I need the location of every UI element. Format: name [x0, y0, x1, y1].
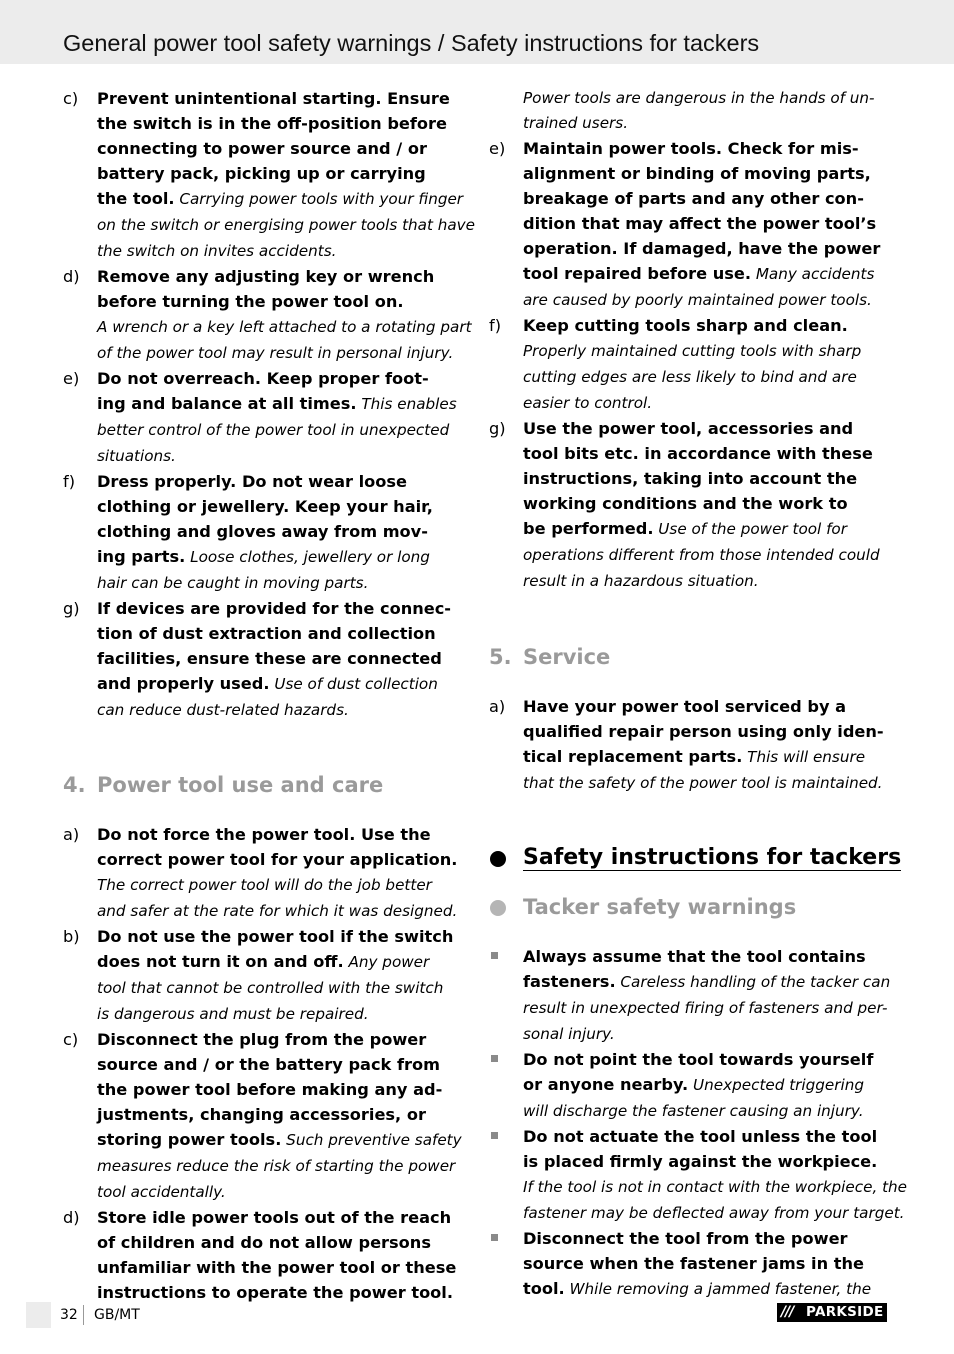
text-line [523, 441, 891, 466]
bold-text: Do not actuate the tool unless the tool [523, 1127, 878, 1146]
italic-text: hair can be caught in moving parts. [97, 574, 369, 592]
black-dot-icon [490, 851, 506, 867]
text-line [97, 212, 476, 238]
text-line [97, 872, 465, 898]
bold-text: ing parts. [97, 547, 186, 566]
bold-text: qualified repair person using only iden- [523, 722, 884, 741]
italic-text: tool that cannot be controlled with the switch [97, 979, 444, 997]
italic-text: will discharge the fastener causing an injury. [523, 1102, 864, 1120]
bold-text: source and / or the battery pack from [97, 1055, 440, 1074]
italic-text: better control of the power tool in unexpected [97, 421, 450, 439]
bold-text: instructions, taking into account the [523, 469, 858, 488]
square-bullet-icon [491, 952, 498, 959]
item-label: a) [489, 697, 506, 716]
page-header [0, 0, 954, 64]
bold-text: of children and do not allow persons [97, 1233, 431, 1252]
item-label: c) [63, 89, 79, 108]
bold-text: tool. [523, 1279, 565, 1298]
text-line [97, 1077, 465, 1102]
bold-text: tical replacement parts. [523, 747, 743, 766]
continuation-text [489, 86, 891, 136]
text-line [97, 646, 465, 671]
continuation-line: Power tools are dangerous in the hands of un- [523, 89, 875, 107]
bold-text: the power tool before making any ad- [97, 1080, 443, 1099]
italic-text: operations different from those intended could [523, 546, 880, 564]
item-label: b) [63, 927, 80, 946]
text-line [97, 1001, 465, 1027]
italic-text: tool accidentally. [97, 1183, 226, 1201]
item-label: f) [63, 472, 76, 491]
text-line [97, 1205, 465, 1230]
section-5-title: Service [523, 645, 611, 669]
text-line [97, 1102, 465, 1127]
italic-text: Any power [343, 953, 430, 971]
italic-text: This enables [356, 395, 457, 413]
tacker-warning-list [489, 944, 908, 1302]
bold-text: operation. If damaged, have the power [523, 239, 881, 258]
bold-text: tion of dust extraction and collection [97, 624, 436, 643]
logo-slashes: /// [781, 1304, 794, 1320]
text-line [97, 898, 465, 924]
text-line [97, 136, 465, 161]
list-item [63, 924, 465, 1027]
italic-text: Use of the power tool for [653, 520, 847, 538]
text-line [97, 671, 465, 697]
right-column [489, 86, 908, 1302]
bold-text: Do not point the tool towards yourself [523, 1050, 874, 1069]
section-4-heading [63, 770, 465, 800]
item-label: g) [489, 419, 506, 438]
text-line [523, 1047, 891, 1072]
bold-text: the tool. [97, 189, 175, 208]
text-line [523, 236, 891, 261]
italic-text: can reduce dust-related hazards. [97, 701, 349, 719]
text-line [523, 338, 891, 364]
parkside-logo [777, 1303, 887, 1322]
text-line [97, 621, 465, 646]
text-line [97, 111, 465, 136]
bullet-item [489, 1226, 891, 1302]
bold-text: clothing or jewellery. Keep your hair, [97, 497, 433, 516]
tackers-heading [489, 842, 902, 874]
italic-text: is dangerous and must be repaired. [97, 1005, 369, 1023]
square-bullet-icon [491, 1234, 498, 1241]
italic-text: Loose clothes, jewellery or long [185, 548, 430, 566]
footer-page-box [26, 1302, 51, 1328]
italic-text: the switch on invites accidents. [97, 242, 337, 260]
bold-text: be performed. [523, 519, 654, 538]
bold-text: alignment or binding of moving parts, [523, 164, 871, 183]
service-items [489, 694, 891, 796]
text-line [97, 469, 465, 494]
text-line [97, 186, 465, 212]
footer-divider [83, 1305, 84, 1325]
text-line [523, 969, 891, 995]
list-item [489, 313, 891, 416]
text-line [523, 719, 891, 744]
list-item [489, 136, 891, 313]
italic-text: Many accidents [751, 265, 875, 283]
text-line [97, 264, 465, 289]
page-number: 32 [60, 1307, 78, 1323]
italic-text: Careless handling of the tacker can [615, 973, 891, 991]
text-line [97, 697, 465, 723]
item-label: e) [63, 369, 80, 388]
text-line [97, 1255, 465, 1280]
text-line [523, 1226, 891, 1251]
text-line [523, 1174, 908, 1200]
bold-text: fasteners. [523, 972, 616, 991]
text-line [97, 544, 465, 570]
text-line [97, 314, 472, 340]
text-line [97, 289, 465, 314]
text-line [97, 1280, 465, 1305]
text-line [523, 416, 891, 441]
italic-text: and safer at the rate for which it was designed. [97, 902, 458, 920]
italic-text: that the safety of the power tool is maintained. [523, 774, 883, 792]
bold-text: correct power tool for your application. [97, 850, 458, 869]
text-line [523, 491, 891, 516]
italic-text: fastener may be deflected away from your target. [523, 1204, 905, 1222]
list-item [489, 694, 891, 796]
bold-text: ing and balance at all times. [97, 394, 357, 413]
bold-text: Always assume that the tool contains [523, 947, 866, 966]
text-line [97, 949, 465, 975]
italic-text: of the power tool may result in personal injury. [97, 344, 454, 362]
text-line [523, 364, 891, 390]
text-line [97, 596, 465, 621]
text-line [523, 390, 891, 416]
bold-text: Do not use the power tool if the switch [97, 927, 454, 946]
bold-text: before turning the power tool on. [97, 292, 404, 311]
list-item [63, 596, 465, 723]
item-label: e) [489, 139, 506, 158]
text-line [97, 340, 465, 366]
italic-text: The correct power tool will do the job better [97, 876, 432, 894]
text-line [97, 924, 465, 949]
bold-text: working conditions and the work to [523, 494, 848, 513]
text-line [97, 847, 465, 872]
text-line [523, 1124, 891, 1149]
bold-text: Store idle power tools out of the reach [97, 1208, 452, 1227]
page-title: General power tool safety warnings / Safety instructions for tackers [63, 30, 760, 56]
grey-dot-icon [490, 900, 506, 916]
bullet-item [489, 1047, 891, 1124]
bold-text: or anyone nearby. [523, 1075, 689, 1094]
italic-text: measures reduce the risk of starting the power [97, 1157, 456, 1175]
text-line [523, 1149, 891, 1174]
italic-text: This will ensure [742, 748, 866, 766]
italic-text: cutting edges are less likely to bind and are [523, 368, 857, 386]
list-item [63, 1205, 465, 1305]
bold-text: Do not overreach. Keep proper foot- [97, 369, 429, 388]
text-line [523, 568, 891, 594]
italic-text: Use of dust collection [269, 675, 438, 693]
text-line [523, 161, 891, 186]
item-label: g) [63, 599, 80, 618]
square-bullet-icon [491, 1055, 498, 1062]
bold-text: Do not force the power tool. Use the [97, 825, 431, 844]
section-4-title: Power tool use and care [97, 773, 384, 797]
text-line [97, 1230, 465, 1255]
bold-text: tool bits etc. in accordance with these [523, 444, 873, 463]
text-line [97, 86, 465, 111]
italic-text: While removing a jammed fastener, the [564, 1280, 872, 1298]
text-line [523, 995, 891, 1021]
bold-text: Disconnect the plug from the power [97, 1030, 427, 1049]
text-line [97, 1127, 465, 1153]
bold-text: Use the power tool, accessories and [523, 419, 854, 438]
text-line [523, 694, 891, 719]
list-item [63, 86, 476, 264]
text-line [523, 261, 891, 287]
section-4-number: 4. [63, 773, 86, 797]
warnings-heading-text: Tacker safety warnings [523, 895, 797, 919]
text-line [97, 822, 465, 847]
text-line [523, 287, 891, 313]
left-column [63, 86, 476, 1305]
text-line [523, 1276, 891, 1302]
bold-text: is placed firmly against the workpiece. [523, 1152, 878, 1171]
warnings-heading [489, 892, 891, 922]
section-5-number: 5. [489, 645, 512, 669]
bold-text: instructions to operate the power tool. [97, 1283, 454, 1302]
text-line [97, 1027, 465, 1052]
continuation-line: trained users. [523, 114, 629, 132]
text-line [523, 1021, 891, 1047]
text-line [523, 542, 891, 568]
text-line [97, 366, 465, 391]
italic-text: If the tool is not in contact with the workpiece, the [523, 1178, 908, 1196]
italic-text: easier to control. [523, 394, 653, 412]
italic-text: situations. [97, 447, 176, 465]
bold-text: storing power tools. [97, 1130, 282, 1149]
list-item [63, 1027, 465, 1205]
bold-text: does not turn it on and off. [97, 952, 344, 971]
text-line [97, 494, 465, 519]
bold-text: justments, changing accessories, or [97, 1105, 426, 1124]
bold-text: Disconnect the tool from the power [523, 1229, 848, 1248]
italic-text: on the switch or energising power tools that have [97, 216, 476, 234]
bold-text: Prevent unintentional starting. Ensure [97, 89, 450, 108]
bullet-item [489, 944, 891, 1047]
text-line [523, 136, 891, 161]
section-5-heading [489, 642, 891, 672]
italic-text: A wrench or a key left attached to a rotating part [97, 318, 472, 336]
item-label: c) [63, 1030, 79, 1049]
text-line [97, 1179, 465, 1205]
text-line [523, 744, 891, 770]
italic-text: Unexpected triggering [688, 1076, 864, 1094]
bold-text: Dress properly. Do not wear loose [97, 472, 408, 491]
list-item [63, 469, 465, 596]
italic-text: Carrying power tools with your finger [174, 190, 464, 208]
item-label: a) [63, 825, 80, 844]
text-line [97, 391, 465, 417]
bold-text: Maintain power tools. Check for mis- [523, 139, 859, 158]
list-item [63, 822, 465, 924]
italic-text: sonal injury. [523, 1025, 615, 1043]
text-line [523, 1251, 891, 1276]
region-code: GB/MT [94, 1307, 140, 1323]
bold-text: Have your power tool serviced by a [523, 697, 847, 716]
left-items-top [63, 86, 476, 723]
text-line [97, 161, 465, 186]
tackers-heading-text: Safety instructions for tackers [523, 845, 902, 870]
italic-text: are caused by poorly maintained power tools. [523, 291, 872, 309]
item-label: d) [63, 267, 80, 286]
square-bullet-icon [491, 1132, 498, 1139]
logo-brand: PARKSIDE [806, 1304, 884, 1320]
bold-text: If devices are provided for the connec- [97, 599, 452, 618]
text-line [523, 944, 891, 969]
text-line [97, 1052, 465, 1077]
text-line [523, 186, 891, 211]
bold-text: connecting to power source and / or [97, 139, 427, 158]
bold-text: and properly used. [97, 674, 270, 693]
list-item [489, 416, 891, 594]
text-line [523, 1072, 891, 1098]
bold-text: dition that may affect the power tool’s [523, 214, 877, 233]
text-line [523, 516, 891, 542]
italic-text: result in unexpected firing of fasteners and per- [523, 999, 888, 1017]
text-line [523, 1098, 891, 1124]
text-line [523, 770, 891, 796]
bold-text: the switch is in the off-position before [97, 114, 448, 133]
right-items-top [489, 136, 891, 594]
bold-text: unfamiliar with the power tool or these [97, 1258, 457, 1277]
italic-text: result in a hazardous situation. [523, 572, 759, 590]
bold-text: Keep cutting tools sharp and clean. [523, 316, 848, 335]
text-line [97, 975, 465, 1001]
italic-text: Such preventive safety [281, 1131, 462, 1149]
text-line [97, 1153, 465, 1179]
italic-text: Properly maintained cutting tools with sharp [523, 342, 862, 360]
left-items-bottom [63, 822, 465, 1305]
text-line [97, 519, 465, 544]
text-line [523, 313, 891, 338]
bullet-item [489, 1124, 908, 1226]
bold-text: clothing and gloves away from mov- [97, 522, 428, 541]
item-label: f) [489, 316, 502, 335]
bold-text: tool repaired before use. [523, 264, 751, 283]
text-line [523, 466, 891, 491]
bold-text: source when the fastener jams in the [523, 1254, 864, 1273]
item-label: d) [63, 1208, 80, 1227]
text-line [97, 417, 465, 443]
text-line [523, 1200, 905, 1226]
text-line [523, 211, 891, 236]
list-item [63, 264, 472, 366]
bold-text: Remove any adjusting key or wrench [97, 267, 435, 286]
list-item [63, 366, 465, 469]
text-line [97, 443, 465, 469]
text-line [97, 238, 465, 264]
bold-text: breakage of parts and any other con- [523, 189, 864, 208]
bold-text: facilities, ensure these are connected [97, 649, 442, 668]
bold-text: battery pack, picking up or carrying [97, 164, 426, 183]
text-line [97, 570, 465, 596]
